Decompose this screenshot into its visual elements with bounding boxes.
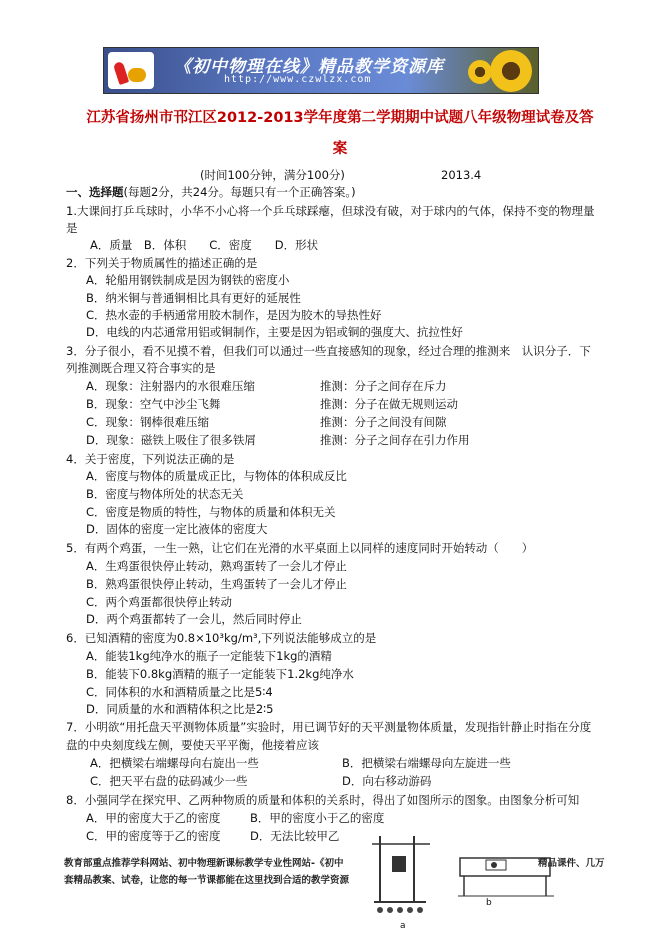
question-1-options: A．质量 B．体积 C．密度 D．形状 [90,238,319,252]
question-2-stem: 2．下列关于物质属性的描述正确的是 [66,256,258,270]
question-2-option-a: A．轮船用钢铁制成是因为钢铁的密度小 [86,273,290,287]
question-5-option-c: C．两个鸡蛋都很快停止转动 [86,595,233,609]
sunflower-icon [468,60,492,84]
question-2-option-c: C．热水壶的手柄通常用胶木制作，是因为胶木的导热性好 [86,308,382,322]
section-heading [66,185,356,199]
section-note: (每题2分，共24分。每题只有一个正确答案。) [123,185,356,199]
question-6-option-b: B．能装下0.8kg酒精的瓶子一定能装下1.2kg纯净水 [86,667,354,681]
footer-line-1-end: 精品课件、几万 [538,858,605,869]
question-8-stem: 8．小强同学在探究甲、乙两种物质的质量和体积的关系时，得出了如图所示的图象。由图象分析可知 [66,793,580,807]
section-title: 一、选择题 [66,185,124,199]
question-3-inference-c: 推测：分子之间没有间隙 [320,415,447,429]
document-title: 江苏省扬州市邗江区2012-2013学年度第二学期期中试题八年级物理试卷及答 [86,110,594,126]
document-title-cont: 案 [332,141,348,157]
question-4-stem: 4．关于密度，下列说法正确的是 [66,452,235,466]
question-7-option-a: A．把横梁右端螺母向右旋出一些 [90,756,259,770]
question-3-stem-cont: 列推测既合理又符合事实的是 [66,361,216,375]
question-3-option-b: B．现象：空气中沙尘飞舞 [86,397,221,411]
question-5-option-d: D．两个鸡蛋都转了一会儿，然后同时停止 [86,612,302,626]
question-7-stem-cont: 盘的中央刻度线左侧，要使天平平衡，他接着应该 [66,738,319,752]
footer-text-1: 教育部重点推荐学科网站、初中物理新课标教学专业性网站-《初中 [64,858,344,869]
question-3-option-d: D．现象：磁铁上吸住了很多铁屑 [86,433,256,447]
banner-url: http://www.czwlzx.com [224,74,372,85]
question-7-option-c: C．把天平右盘的砝码减少一些 [90,774,248,788]
question-3-inference-b: 推测：分子在做无规则运动 [320,397,458,411]
exam-date: 2013.4 [441,168,482,182]
footer-line-1 [64,855,343,873]
question-6-stem: 6．已知酒精的密度为0.8×10³kg/m³,下列说法能够成立的是 [66,631,377,645]
question-7-option-b: B．把横梁右端螺母向左旋进一些 [342,756,511,770]
question-3-option-a: A．现象：注射器内的水很难压缩 [86,379,255,393]
question-3-inference-a: 推测：分子之间存在斥力 [320,379,447,393]
question-3-option-c: C．现象：钢棒很难压缩 [86,415,210,429]
question-2-option-b: B．纳米铜与普通铜相比具有更好的延展性 [86,291,301,305]
question-3-stem: 3．分子很小，看不见摸不着，但我们可以通过一些直接感知的现象，经过合理的推测来 认识分子．下 [66,344,591,358]
question-8-option-b: B．甲的密度小于乙的密度 [250,811,385,825]
question-6-option-d: D．同质量的水和酒精体积之比是2∶5 [86,702,274,716]
sunflower-icon [490,50,532,92]
question-6-option-a: A．能装1kg纯净水的瓶子一定能装下1kg的酒精 [86,649,332,663]
question-8-option-a: A．甲的密度大于乙的密度 [86,811,221,825]
question-6-option-c: C．同体积的水和酒精质量之比是5∶4 [86,685,273,699]
question-2-option-d: D．电线的内芯通常用铝或铜制作，主要是因为铝或铜的强度大、抗拉性好 [86,325,463,339]
question-3-inference-d: 推测：分子之间存在引力作用 [320,433,470,447]
figure-a-balance-apparatus [370,832,440,922]
question-4-option-d: D．固体的密度一定比液体的密度大 [86,522,268,536]
question-7-stem: 7．小明欲“用托盘天平测物体质量”实验时，用已调节好的天平测量物体质量，发现指针静止时指在分度 [66,720,592,734]
question-7-option-d: D．向右移动游码 [342,774,432,788]
question-4-option-b: B．密度与物体所处的状态无关 [86,487,244,501]
question-4-option-a: A．密度与物体的质量成正比，与物体的体积成反比 [86,469,347,483]
figure-b-label: b [486,898,492,908]
figure-a-label: a [400,921,406,931]
banner-title: 《初中物理在线》精品教学资源库 [174,57,444,77]
question-5-option-b: B．熟鸡蛋很快停止转动，生鸡蛋转了一会儿才停止 [86,577,347,591]
question-8-option-d: D．无法比较甲乙 [250,829,340,843]
site-logo-icon [108,52,154,89]
question-1-stem: 1.大课间打乒乓球时，小华不小心将一个乒乓球踩瘪，但球没有破，对于球内的气体，保持不变的物理量 [66,204,595,218]
question-5-option-a: A．生鸡蛋很快停止转动，熟鸡蛋转了一会儿才停止 [86,559,347,573]
question-1-stem-cont: 是 [66,221,78,235]
footer-line-2: 套精品教案、试卷，让您的每一节课都能在这里找到合适的教学资源 [64,875,350,886]
exam-time-score: (时间100分钟，满分100分) [200,168,345,182]
question-8-option-c: C．甲的密度等于乙的密度 [86,829,221,843]
question-4-option-c: C．密度是物质的特性，与物体的质量和体积无关 [86,505,336,519]
header-banner [103,47,539,94]
question-5-stem: 5．有两个鸡蛋，一生一熟，让它们在光滑的水平桌面上以同样的速度同时开始转动（ ） [66,541,534,555]
